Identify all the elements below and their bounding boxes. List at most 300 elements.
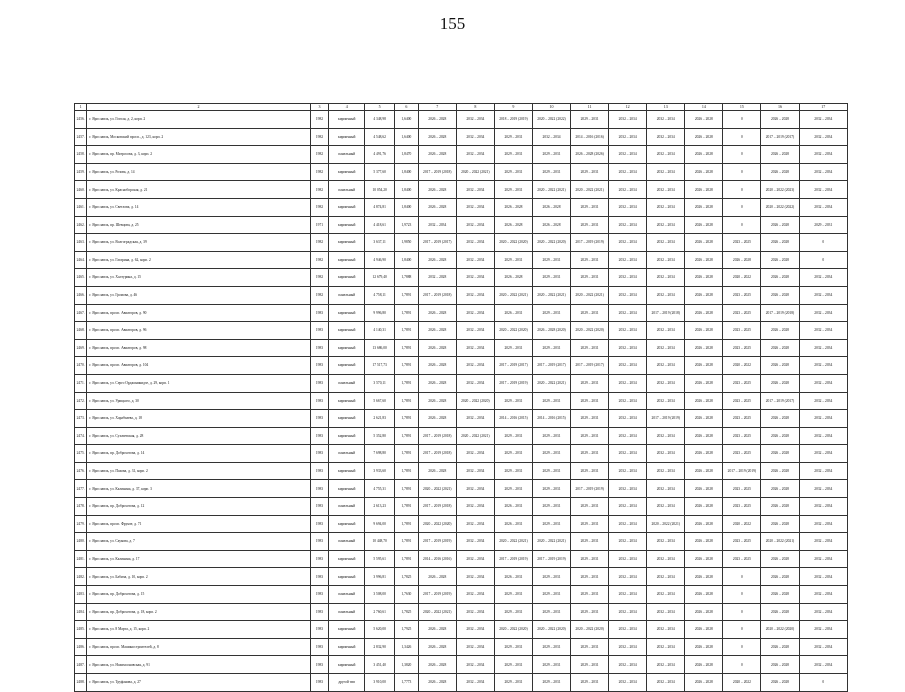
address-cell: г. Ярославль, просп. Фрунзе, д. 71 — [87, 515, 310, 533]
table-cell: 1,7891 — [395, 427, 419, 445]
table-cell: 2032 – 2034 — [609, 198, 647, 216]
table-cell: 2029 – 2031 — [571, 533, 609, 551]
address-cell: г. Ярославль, ул. Красноборская, д. 21 — [87, 181, 310, 199]
table-cell: 2032 – 2034 — [647, 322, 685, 340]
table-cell: 2029 – 2031 — [571, 603, 609, 621]
table-cell: 2032 – 2034 — [456, 462, 494, 480]
table-cell: 2029 – 2031 — [571, 515, 609, 533]
table-cell: 2032 – 2034 — [456, 234, 494, 252]
table-cell: 2032 – 2034 — [799, 304, 847, 322]
table-row — [75, 251, 848, 269]
table-cell: 2026 – 2028 — [761, 111, 799, 129]
table-cell: 1,3426 — [395, 638, 419, 656]
table-cell: 2463. — [75, 234, 87, 252]
table-cell: 2032 – 2034 — [609, 322, 647, 340]
table-cell: панельный — [329, 603, 365, 621]
table-cell: кирпичный — [329, 568, 365, 586]
column-number-cell: 3 — [310, 104, 329, 111]
table-cell: 4 755,31 — [365, 480, 395, 498]
table-cell: 2026 – 2028 — [685, 374, 723, 392]
table-cell: панельный — [329, 286, 365, 304]
table-cell: 2020 – 2022 (2021) — [647, 515, 685, 533]
table-cell: 2032 – 2034 — [799, 198, 847, 216]
table-cell: 2029 – 2031 — [532, 462, 570, 480]
table-cell: 2014 – 2016 (2015) — [532, 410, 570, 428]
table-cell: 3 933,60 — [365, 462, 395, 480]
table-cell: 7 698,80 — [365, 445, 395, 463]
table-cell: 2467. — [75, 304, 87, 322]
table-cell: 2488. — [75, 674, 87, 692]
table-cell: 2026 – 2028 — [685, 216, 723, 234]
table-cell: 2029 – 2031 — [571, 216, 609, 234]
table-cell: 2 832,90 — [365, 638, 395, 656]
table-cell: 2017 – 2019 (2019) — [494, 374, 532, 392]
table-cell: 1971 — [310, 216, 329, 234]
table-cell: кирпичный — [329, 462, 365, 480]
table-cell: 2026 – 2028 — [418, 322, 456, 340]
column-number-cell: 7 — [418, 104, 456, 111]
table-cell: 2026 – 2028 — [761, 357, 799, 375]
table-cell: 2029 – 2031 — [532, 146, 570, 164]
table-cell: 2032 – 2034 — [456, 198, 494, 216]
table-cell: 2032 – 2034 — [799, 392, 847, 410]
address-cell: г. Ярославль, просп. Авиаторов, д. 104 — [87, 357, 310, 375]
table-cell: 2029 – 2031 — [571, 586, 609, 604]
table-row — [75, 568, 848, 586]
table-cell: 2032 – 2034 — [799, 498, 847, 516]
table-row — [75, 304, 848, 322]
table-cell: 0 — [723, 111, 761, 129]
table-cell: кирпичный — [329, 322, 365, 340]
table-row — [75, 392, 848, 410]
table-cell: 2032 – 2034 — [456, 498, 494, 516]
table-row — [75, 286, 848, 304]
table-cell: 1982 — [310, 269, 329, 287]
table-cell: 2017 – 2019 (2019) — [723, 462, 761, 480]
table-cell: 2032 – 2034 — [609, 339, 647, 357]
table-cell: 2026 – 2028 (2026) — [571, 146, 609, 164]
table-row — [75, 146, 848, 164]
table-cell: 1982 — [310, 181, 329, 199]
table-cell: панельный — [329, 146, 365, 164]
table-cell: 2023 – 2025 — [723, 410, 761, 428]
table-cell: 2483. — [75, 586, 87, 604]
table-cell: 2032 – 2034 — [456, 181, 494, 199]
table-cell: 2023 – 2025 — [723, 322, 761, 340]
address-cell: г. Ярославль, ул. Халтурина, д. 15 — [87, 269, 310, 287]
table-cell: 2026 – 2028 — [685, 410, 723, 428]
table-cell: кирпичный — [329, 128, 365, 146]
table-cell: 2032 – 2034 — [609, 216, 647, 234]
table-cell: 2029 – 2031 — [532, 427, 570, 445]
table-cell: 2026 – 2028 — [418, 304, 456, 322]
table-cell: панельный — [329, 374, 365, 392]
table-cell: 2032 – 2034 — [647, 374, 685, 392]
table-cell: 2029 – 2031 — [532, 339, 570, 357]
table-cell: 1,7891 — [395, 533, 419, 551]
table-cell: 2457. — [75, 128, 87, 146]
table-cell: 2032 – 2034 — [456, 480, 494, 498]
table-cell: 1,7891 — [395, 550, 419, 568]
table-cell: 2026 – 2028 — [418, 146, 456, 164]
table-cell: 2026 – 2028 — [685, 234, 723, 252]
table-cell: 2029 – 2031 — [571, 638, 609, 656]
table-cell: 10 054,20 — [365, 181, 395, 199]
table-cell: 2029 – 2031 — [494, 128, 532, 146]
table-cell: 2026 – 2028 — [418, 621, 456, 639]
table-cell: 10 448,70 — [365, 533, 395, 551]
table-cell: 2029 – 2031 — [532, 392, 570, 410]
table-cell: 2029 – 2031 — [532, 445, 570, 463]
table-cell: 0 — [723, 656, 761, 674]
table-cell: 2032 – 2034 — [799, 269, 847, 287]
table-cell: 2459. — [75, 163, 87, 181]
table-cell: 2465. — [75, 269, 87, 287]
table-cell: 2029 – 2031 — [571, 392, 609, 410]
table-cell: 2023 – 2025 — [723, 533, 761, 551]
table-cell: 2032 – 2034 — [609, 163, 647, 181]
table-cell: 2469. — [75, 339, 87, 357]
table-cell: 1983 — [310, 427, 329, 445]
table-cell: 1983 — [310, 498, 329, 516]
table-cell: 2032 – 2034 — [532, 128, 570, 146]
table-cell: 2029 – 2031 — [799, 216, 847, 234]
table-cell: 1982 — [310, 146, 329, 164]
table-cell: 1,7888 — [395, 269, 419, 287]
table-cell: 2026 – 2031 — [494, 498, 532, 516]
table-cell: 2032 – 2034 — [799, 568, 847, 586]
table-cell: 1,6400 — [395, 128, 419, 146]
table-cell: 2017 – 2019 (2018) — [418, 286, 456, 304]
table-cell: 2032 – 2034 — [647, 550, 685, 568]
table-cell: 2029 – 2031 — [494, 427, 532, 445]
table-cell: 2020 – 2022 (2020) — [571, 322, 609, 340]
column-number-cell: 4 — [329, 104, 365, 111]
table-cell: 2026 – 2031 — [494, 515, 532, 533]
table-row — [75, 322, 848, 340]
column-number-cell: 16 — [761, 104, 799, 111]
table-cell: 1,7825 — [395, 568, 419, 586]
table-cell: 2032 – 2034 — [799, 656, 847, 674]
table-row — [75, 621, 848, 639]
table-cell: 2029 – 2031 — [494, 603, 532, 621]
table-cell: 2032 – 2034 — [456, 251, 494, 269]
table-cell: 1,7891 — [395, 462, 419, 480]
table-cell: 2032 – 2034 — [799, 462, 847, 480]
table-cell: 2026 – 2031 — [494, 568, 532, 586]
table-cell: 1982 — [310, 111, 329, 129]
table-cell: 2032 – 2034 — [609, 498, 647, 516]
table-cell: панельный — [329, 445, 365, 463]
table-cell: 2026 – 2028 — [418, 339, 456, 357]
table-cell: кирпичный — [329, 269, 365, 287]
table-cell: 2020 – 2022 (2021) — [571, 286, 609, 304]
table-row — [75, 462, 848, 480]
table-cell: 2029 – 2031 — [494, 339, 532, 357]
table-cell: 2023 – 2025 — [723, 339, 761, 357]
table-cell: 1983 — [310, 322, 329, 340]
table-cell: 2026 – 2028 — [761, 146, 799, 164]
column-number-cell: 5 — [365, 104, 395, 111]
address-cell: г. Ярославль, пр. Матросова, д. 3, корп. 2 — [87, 146, 310, 164]
table-cell: 2020 – 2022 — [723, 515, 761, 533]
table-cell: 2017 – 2019 (2019) — [571, 480, 609, 498]
table-cell: 2020 – 2022 (2021) — [456, 163, 494, 181]
table-cell: 1,7891 — [395, 515, 419, 533]
column-number-cell: 12 — [609, 104, 647, 111]
table-cell: 2026 – 2028 — [761, 498, 799, 516]
table-cell: 2023 – 2025 — [723, 234, 761, 252]
table-cell: 2032 – 2034 — [609, 533, 647, 551]
table-cell: 2026 – 2028 — [418, 111, 456, 129]
table-cell: 1,7891 — [395, 322, 419, 340]
table-cell: 1982 — [310, 128, 329, 146]
column-number-cell: 13 — [647, 104, 685, 111]
table-cell: 2017 – 2019 (2018) — [418, 498, 456, 516]
table-cell: 2020 – 2022 (2021) — [418, 480, 456, 498]
table-cell: 2026 – 2028 — [685, 198, 723, 216]
address-cell: г. Ярославль, пр. Шевцова, д. 25 — [87, 216, 310, 234]
table-row — [75, 498, 848, 516]
table-cell: 2032 – 2034 — [456, 656, 494, 674]
table-cell: 9 694,00 — [365, 515, 395, 533]
table-cell: 2032 – 2034 — [609, 427, 647, 445]
table-cell: 2023 – 2025 — [723, 550, 761, 568]
table-cell: 2032 – 2034 — [456, 550, 494, 568]
table-cell: 2032 – 2034 — [647, 286, 685, 304]
column-number-row — [75, 104, 848, 111]
table-cell: 2032 – 2034 — [418, 216, 456, 234]
table-cell: 1983 — [310, 392, 329, 410]
table-cell: 2020 – 2022 (2021) — [571, 181, 609, 199]
table-cell: 0 — [723, 586, 761, 604]
table-cell: 2032 – 2034 — [609, 656, 647, 674]
table-cell: 0 — [723, 181, 761, 199]
table-cell: 2029 – 2031 — [532, 603, 570, 621]
table-cell: 2026 – 2028 — [418, 656, 456, 674]
address-cell: г. Ярославль, ул. Труфанова, д. 27 — [87, 674, 310, 692]
table-cell: 2020 – 2022 (2021) — [761, 533, 799, 551]
table-cell: 2029 – 2031 — [494, 251, 532, 269]
table-cell: 2026 – 2028 — [685, 638, 723, 656]
table-cell: 2032 – 2034 — [647, 251, 685, 269]
table-cell: 2032 – 2034 — [799, 550, 847, 568]
table-cell: 2017 – 2019 (2018) — [418, 427, 456, 445]
table-cell: кирпичный — [329, 480, 365, 498]
table-cell: 2032 – 2034 — [799, 322, 847, 340]
address-cell: г. Ярославль, ул. Калинина, д. 37, корп. 3 — [87, 480, 310, 498]
table-cell: 2026 – 2028 — [418, 128, 456, 146]
table-cell: 0 — [799, 251, 847, 269]
table-cell: 2017 – 2019 (2019) — [532, 550, 570, 568]
address-cell: г. Ярославль, ул. 8 Марта, д. 15, корп. 2 — [87, 621, 310, 639]
table-cell: 2032 – 2034 — [799, 533, 847, 551]
table-cell: 3 508,00 — [365, 586, 395, 604]
table-cell: 1,7891 — [395, 392, 419, 410]
address-cell: г. Ярославль, ул. Харабчаева, д. 18 — [87, 410, 310, 428]
table-cell: 2461. — [75, 198, 87, 216]
table-cell: 1983 — [310, 550, 329, 568]
address-cell: г. Ярославль, пр. Доброхотова, д. 12 — [87, 498, 310, 516]
table-cell: 2032 – 2034 — [609, 146, 647, 164]
column-number-cell: 6 — [395, 104, 419, 111]
table-row — [75, 533, 848, 551]
table-cell: 2023 – 2025 — [723, 304, 761, 322]
table-cell: 2026 – 2028 — [761, 586, 799, 604]
table-cell: кирпичный — [329, 550, 365, 568]
table-cell: 2032 – 2034 — [456, 269, 494, 287]
table-cell: 2032 – 2034 — [647, 638, 685, 656]
table-cell: 2020 – 2022 (2021) — [532, 533, 570, 551]
table-cell: 2032 – 2034 — [609, 480, 647, 498]
table-cell: 2026 – 2028 — [418, 674, 456, 692]
table-cell: 4 418,61 — [365, 216, 395, 234]
column-number-cell: 1 — [75, 104, 87, 111]
table-cell: 2026 – 2028 — [418, 198, 456, 216]
table-cell: 2487. — [75, 656, 87, 674]
table-cell: 2462. — [75, 216, 87, 234]
column-number-cell: 15 — [723, 104, 761, 111]
table-cell: 1,9723 — [395, 216, 419, 234]
table-cell: 1983 — [310, 374, 329, 392]
table-cell: 2020 – 2022 (2021) — [494, 533, 532, 551]
table-cell: кирпичный — [329, 357, 365, 375]
table-cell: кирпичный — [329, 621, 365, 639]
table-row — [75, 128, 848, 146]
table-cell: 2017 – 2019 (2017) — [532, 357, 570, 375]
table-cell: 1983 — [310, 621, 329, 639]
table-cell: 2026 – 2028 — [418, 181, 456, 199]
table-cell: 2017 – 2019 (2017) — [761, 128, 799, 146]
table-cell: кирпичный — [329, 163, 365, 181]
column-number-cell: 2 — [87, 104, 310, 111]
table-cell: 2026 – 2028 — [685, 498, 723, 516]
table-cell: 2026 – 2028 — [685, 427, 723, 445]
table-cell: 2017 – 2019 (2019) — [418, 586, 456, 604]
table-cell: 2029 – 2031 — [571, 550, 609, 568]
table-cell: 2017 – 2019 (2019) — [418, 533, 456, 551]
table-cell: 2026 – 2028 — [723, 251, 761, 269]
table-cell: 2032 – 2034 — [609, 550, 647, 568]
address-cell: г. Ярославль, ул. Сухачевская, д. 28 — [87, 427, 310, 445]
table-cell: 2482. — [75, 568, 87, 586]
table-cell: 2477. — [75, 480, 87, 498]
table-row — [75, 480, 848, 498]
table-cell: 2032 – 2034 — [799, 445, 847, 463]
table-cell: 2485. — [75, 621, 87, 639]
table-cell: кирпичный — [329, 656, 365, 674]
table-cell: 2026 – 2028 — [761, 216, 799, 234]
table-cell: 2026 – 2028 — [418, 410, 456, 428]
table-cell: 2032 – 2034 — [456, 638, 494, 656]
table-cell: 2032 – 2034 — [647, 498, 685, 516]
table-cell: 2026 – 2028 — [685, 480, 723, 498]
table-cell: 2020 – 2022 (2022) — [761, 198, 799, 216]
table-cell: 13 686,00 — [365, 339, 395, 357]
page-number: 155 — [439, 14, 466, 33]
table-cell: 1983 — [310, 603, 329, 621]
table-cell: 2020 – 2022 (2022) — [532, 111, 570, 129]
table-cell: панельный — [329, 533, 365, 551]
address-cell: г. Ярославль, ул. Пахова, д. 31, корп. 2 — [87, 462, 310, 480]
table-cell: 2029 – 2031 — [494, 181, 532, 199]
table-cell: 2026 – 2028 — [761, 269, 799, 287]
table-cell: 2026 – 2028 — [685, 269, 723, 287]
table-cell: кирпичный — [329, 216, 365, 234]
table-cell: 2032 – 2034 — [609, 234, 647, 252]
table-cell: 2032 – 2034 — [799, 480, 847, 498]
table-cell: 2017 – 2019 (2018) — [418, 163, 456, 181]
table-cell: 2026 – 2028 — [494, 198, 532, 216]
table-cell: 1983 — [310, 304, 329, 322]
table-cell: 2026 – 2028 — [685, 674, 723, 692]
column-number-cell: 17 — [799, 104, 847, 111]
address-cell: г. Ярославль, просп. Авиаторов, д. 90 — [87, 304, 310, 322]
table-cell: 0 — [799, 674, 847, 692]
table-cell: 1983 — [310, 586, 329, 604]
table-cell: 0 — [723, 216, 761, 234]
table-cell: 2032 – 2034 — [799, 515, 847, 533]
table-cell: 2020 – 2022 (2020) — [494, 234, 532, 252]
table-cell: 2029 – 2031 — [494, 392, 532, 410]
table-cell: 1983 — [310, 568, 329, 586]
address-cell: г. Ярославль, ул. Урицкого, д. 30 — [87, 392, 310, 410]
table-cell: 2479. — [75, 515, 87, 533]
table-cell: 2472. — [75, 392, 87, 410]
table-row — [75, 374, 848, 392]
table-cell: панельный — [329, 498, 365, 516]
capital-repair-schedule-table — [74, 103, 848, 692]
table-cell: 2029 – 2031 — [532, 269, 570, 287]
table-cell: 0 — [723, 163, 761, 181]
table-cell: 2032 – 2034 — [799, 638, 847, 656]
table-cell: 1982 — [310, 286, 329, 304]
table-cell: 2032 – 2034 — [799, 586, 847, 604]
table-row — [75, 181, 848, 199]
table-cell: 2026 – 2028 — [761, 286, 799, 304]
table-cell: 1,7891 — [395, 498, 419, 516]
table-cell: 1,7891 — [395, 480, 419, 498]
table-cell: 2032 – 2034 — [456, 374, 494, 392]
table-cell: 2023 – 2025 — [723, 286, 761, 304]
table-cell: 1983 — [310, 357, 329, 375]
address-cell: г. Ярославль, ул. Саукова, д. 7 — [87, 533, 310, 551]
table-cell: 1983 — [310, 638, 329, 656]
table-cell: 1,3820 — [395, 656, 419, 674]
table-cell: 2026 – 2028 — [685, 621, 723, 639]
table-cell: кирпичный — [329, 392, 365, 410]
table-cell: 2475. — [75, 445, 87, 463]
table-cell: 2029 – 2031 — [571, 427, 609, 445]
table-cell: 4 758,11 — [365, 286, 395, 304]
table-cell: 3 910,00 — [365, 674, 395, 692]
table-cell: 2032 – 2034 — [647, 269, 685, 287]
table-cell: 2029 – 2031 — [571, 163, 609, 181]
table-cell: 5 377,60 — [365, 163, 395, 181]
table-cell: 2023 – 2025 — [723, 445, 761, 463]
table-cell: 2032 – 2034 — [609, 674, 647, 692]
table-cell: 2029 – 2031 — [571, 674, 609, 692]
table-cell: 2029 – 2031 — [532, 304, 570, 322]
table-cell: 2026 – 2028 — [685, 181, 723, 199]
table-cell: 1,8400 — [395, 181, 419, 199]
table-cell: 2026 – 2028 — [761, 603, 799, 621]
table-cell: 2032 – 2034 — [609, 286, 647, 304]
table-cell: кирпичный — [329, 339, 365, 357]
table-row — [75, 603, 848, 621]
table-row — [75, 111, 848, 129]
table-cell: 2026 – 2028 — [685, 357, 723, 375]
